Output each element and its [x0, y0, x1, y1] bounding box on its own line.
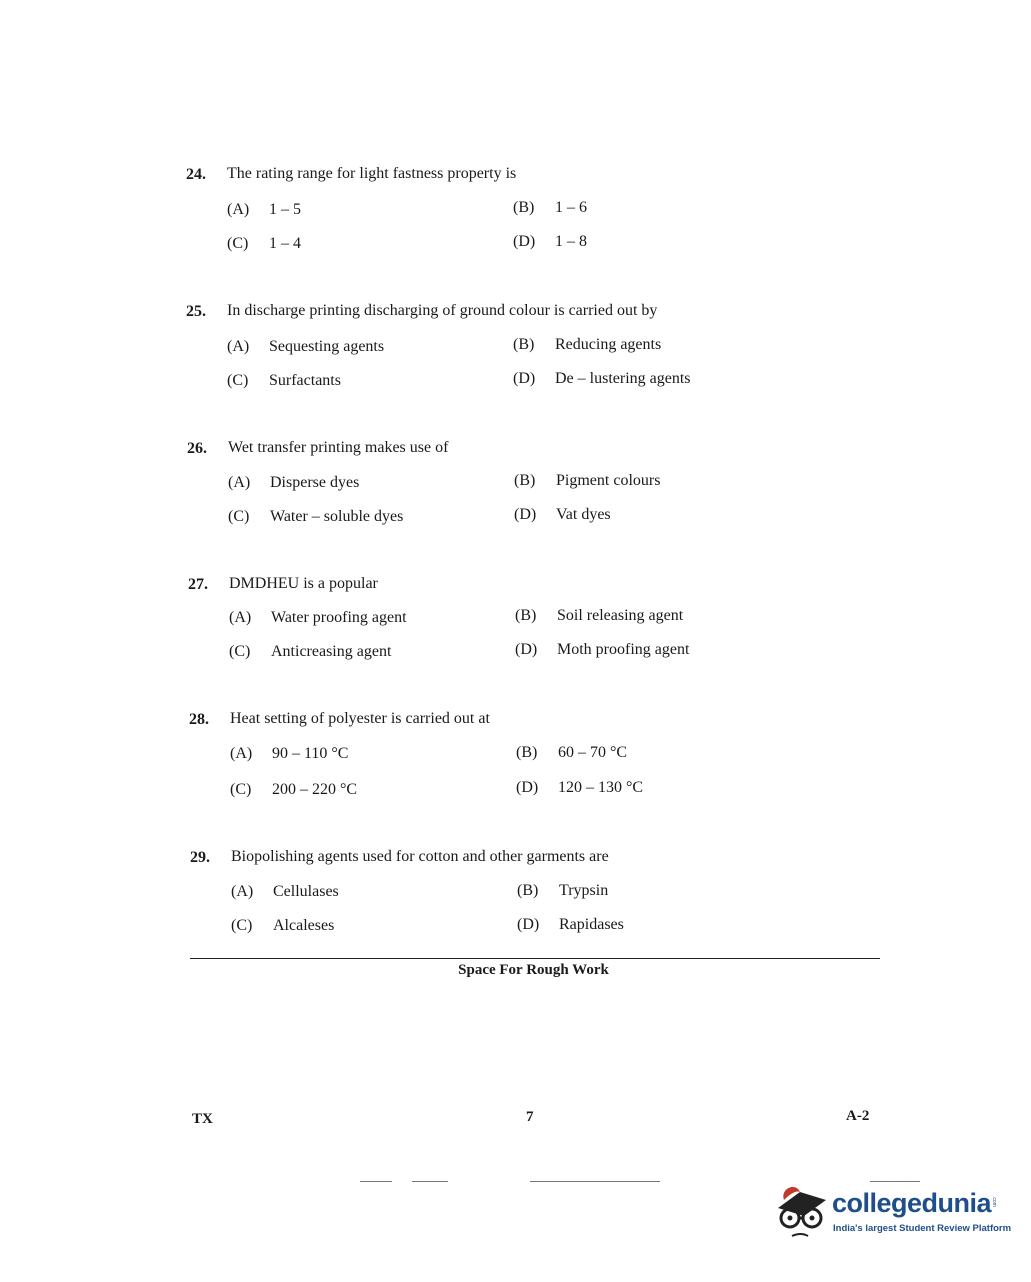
option-c: (C) 1 – 4: [227, 235, 301, 252]
option-a: (A) Water proofing agent: [229, 609, 407, 626]
option-b: (B) 1 – 6: [513, 199, 587, 216]
question-text: Wet transfer printing makes use of: [228, 439, 449, 456]
question-text: DMDHEU is a popular: [229, 575, 378, 592]
mascot-icon: [770, 1178, 832, 1246]
option-d: (D) Vat dyes: [514, 506, 611, 523]
scan-mark: [360, 1181, 392, 1182]
option-b: (B) Trypsin: [517, 882, 609, 899]
option-c: (C) Water – soluble dyes: [228, 508, 404, 525]
footer-subject-code: TX: [192, 1111, 213, 1127]
question-number: 26.: [187, 440, 207, 457]
question-text: Biopolishing agents used for cotton and other garments are: [231, 848, 609, 865]
footer-paper-code: A-2: [846, 1108, 870, 1124]
option-d: (D) Rapidases: [517, 916, 624, 933]
option-c: (C) Alcaleses: [231, 917, 335, 934]
question-number: 25.: [186, 303, 206, 320]
footer-page-number: 7: [526, 1109, 534, 1125]
option-c: (C) Anticreasing agent: [229, 643, 392, 660]
scan-mark: [412, 1181, 448, 1182]
collegedunia-watermark: [770, 1178, 1010, 1246]
option-d: (D) 120 – 130 °C: [516, 779, 644, 796]
rough-work-divider: [190, 958, 880, 959]
question-number: 29.: [190, 849, 210, 866]
question-number: 27.: [188, 576, 208, 593]
option-a: (A) Cellulases: [231, 883, 339, 900]
question-number: 24.: [186, 166, 206, 183]
option-a: (A) 90 – 110 °C: [230, 745, 349, 762]
brand-domain: .com: [991, 1196, 997, 1207]
rough-work-heading: Space For Rough Work: [458, 962, 609, 978]
option-b: (B) Reducing agents: [513, 336, 662, 353]
question-number: 28.: [189, 711, 209, 728]
scan-mark: [530, 1181, 660, 1182]
option-d: (D) De – lustering agents: [513, 370, 691, 387]
question-text: Heat setting of polyester is carried out at: [230, 710, 490, 727]
option-b: (B) 60 – 70 °C: [516, 744, 628, 761]
option-b: (B) Soil releasing agent: [515, 607, 684, 624]
option-a: (A) 1 – 5: [227, 201, 301, 218]
option-c: (C) Surfactants: [227, 372, 341, 389]
option-b: (B) Pigment colours: [514, 472, 661, 489]
brand-name: collegedunia: [832, 1188, 992, 1218]
question-text: In discharge printing discharging of ground colour is carried out by: [227, 302, 658, 319]
option-a: (A) Sequesting agents: [227, 338, 385, 355]
question-text: The rating range for light fastness property is: [227, 165, 517, 182]
option-d: (D) 1 – 8: [513, 233, 587, 250]
brand-tagline: India's largest Student Review Platform: [833, 1223, 1012, 1234]
option-a: (A) Disperse dyes: [228, 474, 360, 491]
option-c: (C) 200 – 220 °C: [230, 781, 358, 798]
option-d: (D) Moth proofing agent: [515, 641, 690, 658]
